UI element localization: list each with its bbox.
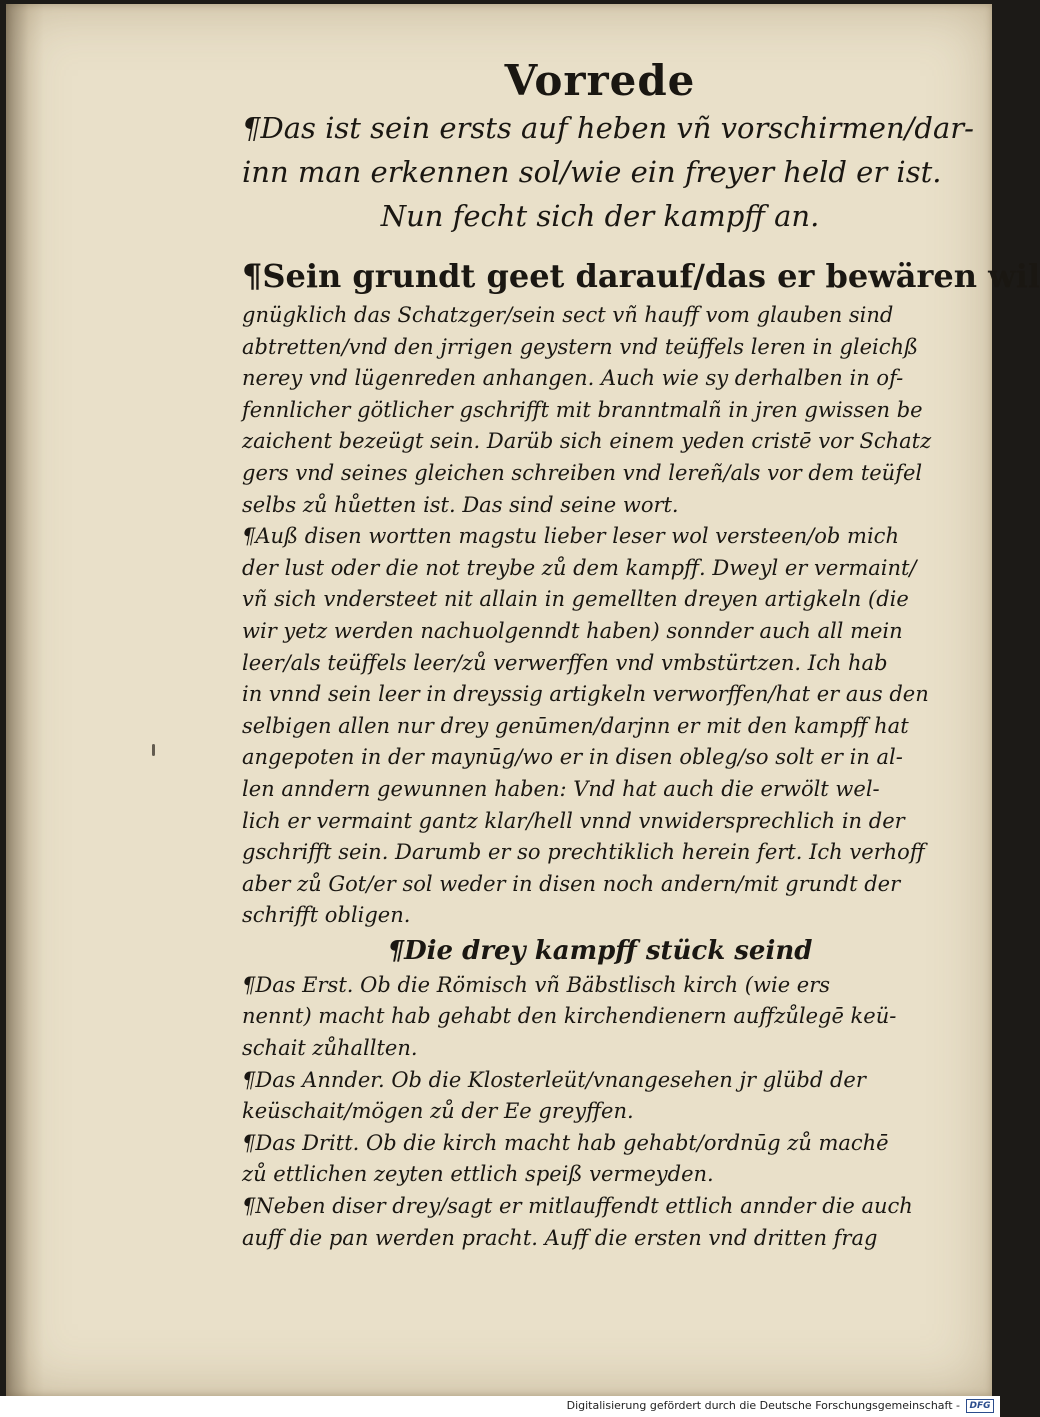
ink-blemish [152,744,155,756]
article-line: zů ettlichen zeyten ettlich speiß vermeyden. [242,1162,714,1187]
paragraph-1-line: nerey vnd lügenreden anhangen. Auch wie sy derhalben in of- [242,366,904,391]
article-line: ¶Das Erst. Ob die Römisch vñ Bäbstlisch kirch (wie ers [242,972,831,997]
intro-line: inn man erkennen sol/wie ein freyer held er ist. [242,155,942,189]
scanned-page [6,4,1040,1396]
dfg-logo-icon[interactable]: DFG [966,1399,994,1413]
paragraph-1-line: gnügklich das Schatzger/sein sect vñ hauff vom glauben sind [242,303,894,327]
paragraph-2-line: selbigen allen nur drey genūmen/darjnn er mit den kampff hat [242,713,909,738]
articles-list [242,970,958,1254]
paragraph-1-line: selbs zů hůetten ist. Das sind seine wort. [242,492,679,517]
article-line: ¶Das Dritt. Ob die kirch macht hab gehabt/ordnūg zů machē [242,1130,889,1155]
paragraph-2-line: schrifft obligen. [242,903,411,928]
paragraph-2-line: leer/als teüffels leer/zů verwerffen vnd vmbstürtzen. Ich hab [242,650,888,675]
article-line: nennt) macht hab gehabt den kirchendienern auffzůlegē keü- [242,1004,897,1029]
article-line: schait zůhallten. [242,1036,418,1061]
paragraph-2-line: vñ sich vndersteet nit allain in gemellten dreyen artigkeln (die [242,587,909,612]
intro [242,106,974,238]
paragraph-1-line: gers vnd seines gleichen schreiben vnd lereñ/als vor dem teüfel [242,460,923,485]
article-line: ¶Neben diser drey/sagt er mitlauffendt ettlich annder die auch [242,1194,913,1219]
article-line: ¶Das Annder. Ob die Klosterleüt/vnangesehen jr glübd der [242,1067,866,1092]
intro-line: ¶Das ist sein ersts auf heben vñ vorschirmen/dar- [242,111,974,145]
footer-bar [0,1396,1000,1417]
paragraph-1 [242,252,1040,521]
paragraph-2-line: aber zů Got/er sol weder in disen noch andern/mit grundt der [242,871,901,896]
paragraph-1-line: abtretten/vnd den jrrigen geystern vnd teüffels leren in gleichß [242,334,919,359]
section-subheading: ¶Die drey kampff stück seind [387,935,813,966]
article-line: auff die pan werden pracht. Auff die ersten vnd dritten frag [242,1225,878,1250]
paragraph-2-line: ¶Auß disen wortten magstu lieber leser wol versteen/ob mich [242,524,899,549]
paragraph-2-line: in vnnd sein leer in dreyssig artigkeln verworffen/hat er aus den [242,682,929,707]
paragraph-2 [242,521,958,932]
paragraph-2-line: wir yetz werden nachuolgenndt haben) sonnder auch all mein [242,618,903,643]
paragraph-2-line: len anndern gewunnen haben: Vnd hat auch die erwölt wel- [242,776,880,801]
text-block [242,56,1040,1254]
paragraph-1-line: fennlicher götlicher gschrifft mit branntmalñ in jren gwissen be [242,397,923,422]
page-title: Vorrede [504,56,696,105]
paragraph-2-line: gschrifft sein. Darumb er so prechtiklich herein fert. Ich verhoff [242,840,925,865]
paragraph-2-line: der lust oder die not treybe zů dem kampff. Dweyl er vermaint/ [242,555,917,580]
binding-gutter-shadow [6,4,44,1396]
paragraph-1-line: ¶Sein grundt geet darauf/das er bewären wil [242,257,1040,295]
intro-line: Nun fecht sich der kampff an. [380,199,820,233]
paragraph-2-line: angepoten in der maynūg/wo er in disen obleg/so solt er in al- [242,745,903,770]
article-line: keüschait/mögen zů der Ee greyffen. [242,1099,634,1124]
funding-notice: Digitalisierung gefördert durch die Deutsche Forschungsgemeinschaft - [566,1399,960,1412]
paragraph-2-line: lich er vermaint gantz klar/hell vnnd vnwidersprechlich in der [242,808,905,833]
paragraph-1-line: zaichent bezeügt sein. Darüb sich einem yeden cristē vor Schatz [242,429,932,454]
